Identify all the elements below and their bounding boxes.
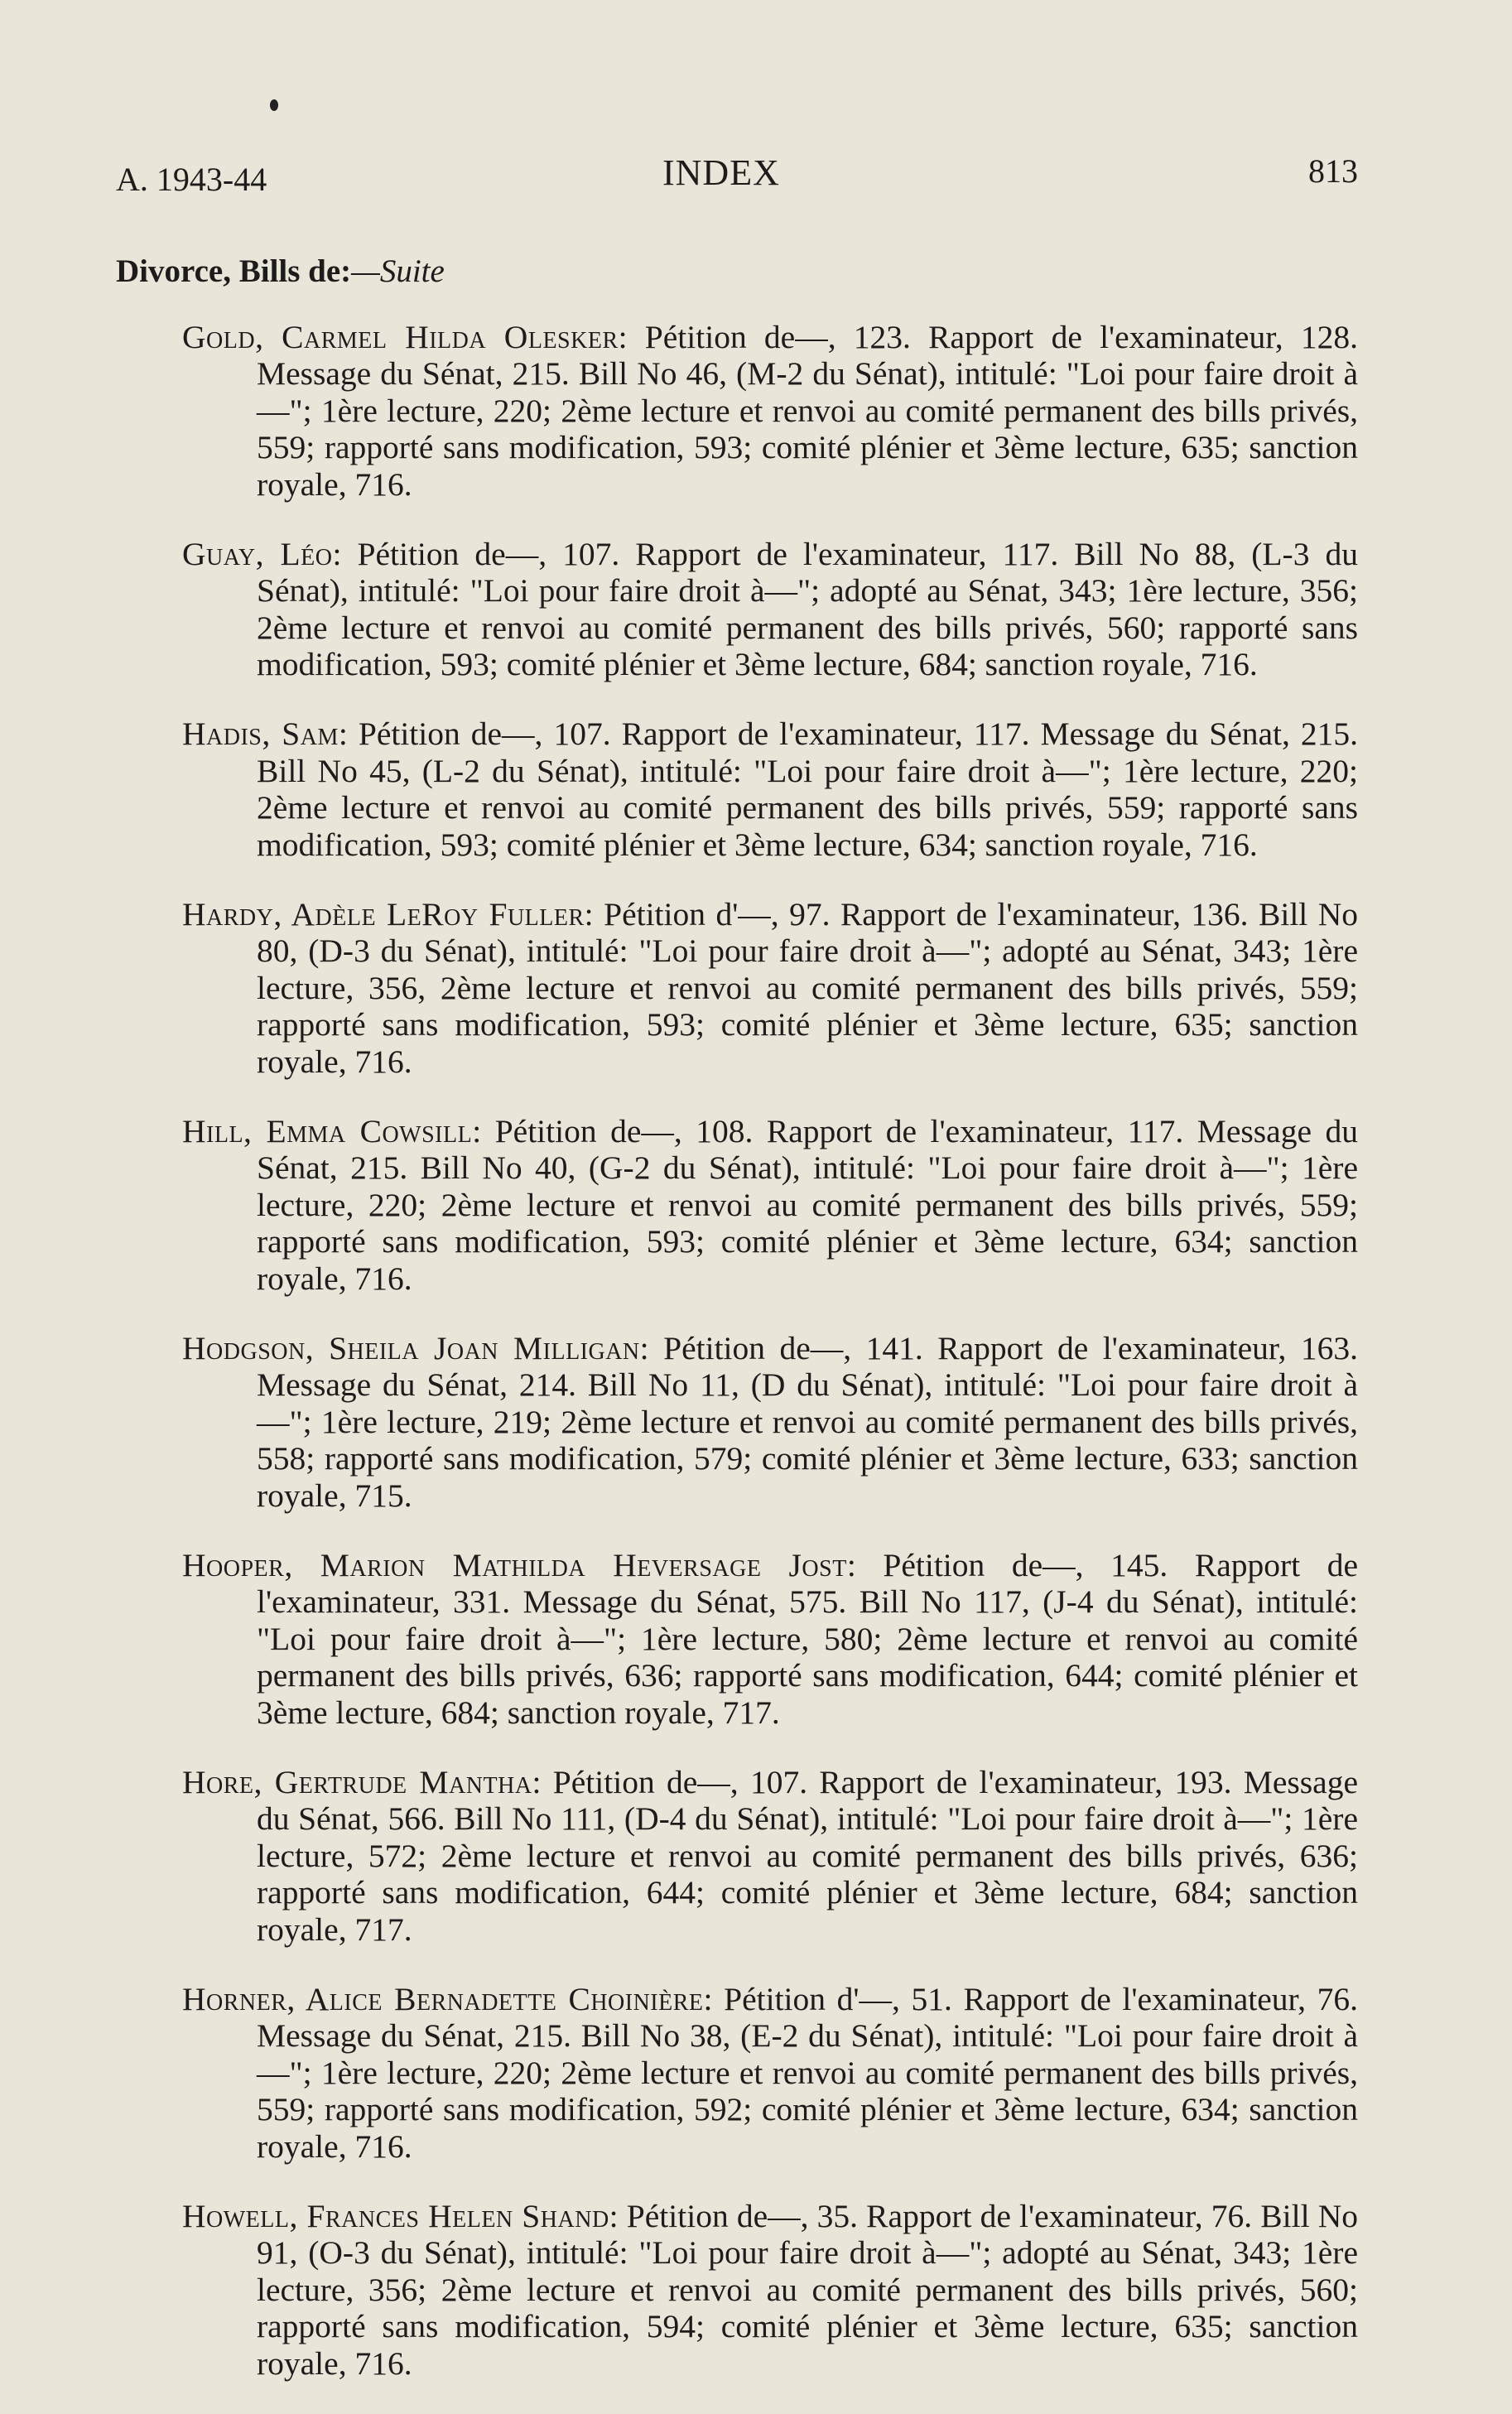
entry-name: Gold, Carmel Hilda Olesker xyxy=(182,318,619,355)
entry-name: Hodgson, Sheila Joan Milligan xyxy=(182,1329,640,1366)
entry-text: : Pétition d'—, 51. Rapport de l'examinateur, 76. Message du Sénat, 215. Bill No 38, (E-2 du Sénat), intitulé: "Loi pour faire droit à—"; 1ère lecture, 220; 2ème lecture et renvoi au comité permanent des bills privés, 559; rapporté sans modification, 592; comité plénier et 3ème lecture, 634; sanction royale, 716. xyxy=(257,1980,1358,2165)
session-label: A. 1943-44 xyxy=(116,161,267,198)
entry-name: Howell, Frances Helen Shand xyxy=(182,2197,609,2234)
entry-name: Hore, Gertrude Mantha xyxy=(182,1763,532,1800)
entry-name: Hadis, Sam xyxy=(182,716,339,752)
index-entry xyxy=(182,1329,1358,1515)
index-entry xyxy=(182,1546,1358,1732)
index-entry xyxy=(182,1763,1358,1949)
index-entry xyxy=(182,2197,1358,2383)
entry-text: : Pétition de—, 123. Rapport de l'examinateur, 128. Message du Sénat, 215. Bill No 46, (M-2 du Sénat), intitulé: "Loi pour faire droit à—"; 1ère lecture, 220; 2ème lecture et renvoi au comité permanent des bills privés, 559; rapporté sans modification, 593; comité plénier et 3ème lecture, 635; sanction royale, 716. xyxy=(257,318,1358,503)
page-header xyxy=(116,152,1358,201)
index-entry xyxy=(182,535,1358,683)
section-heading xyxy=(116,253,445,290)
index-entries xyxy=(0,286,1512,2410)
entry-text: : Pétition de—, 107. Rapport de l'examinateur, 193. Message du Sénat, 566. Bill No 111, (D-4 du Sénat), intitulé: "Loi pour faire droit à—"; 1ère lecture, 572; 2ème lecture et renvoi au comité permanent des bills privés, 636; rapporté sans modification, 644; comité plénier et 3ème lecture, 684; sanction royale, 717. xyxy=(257,1763,1358,1948)
index-entry xyxy=(182,1980,1358,2166)
entry-name: Guay, Léo xyxy=(182,535,333,572)
entry-text: : Pétition de—, 107. Rapport de l'examinateur, 117. Message du Sénat, 215. Bill No 45, (L-2 du Sénat), intitulé: "Loi pour faire droit à—"; 1ère lecture, 220; 2ème lecture et renvoi au comité permanent des bills privés, 559; rapporté sans modification, 593; comité plénier et 3ème lecture, 634; sanction royale, 716. xyxy=(257,716,1358,863)
page-title: INDEX xyxy=(662,152,780,193)
ink-dot xyxy=(270,99,278,111)
entry-text: : Pétition de—, 108. Rapport de l'examinateur, 117. Message du Sénat, 215. Bill No 40, (G-2 du Sénat), intitulé: "Loi pour faire droit à—"; 1ère lecture, 220; 2ème lecture et renvoi au comité permanent des bills privés, 559; rapporté sans modification, 593; comité plénier et 3ème lecture, 634; sanction royale, 716. xyxy=(257,1112,1358,1297)
entry-text: : Pétition de—, 107. Rapport de l'examinateur, 117. Bill No 88, (L-3 du Sénat), intitulé: "Loi pour faire droit à—"; adopté au Sénat, 343; 1ère lecture, 356; 2ème lecture et renvoi au comité permanent des bills privés, 560; rapporté sans modification, 593; comité plénier et 3ème lecture, 684; sanction royale, 716. xyxy=(257,535,1358,682)
entry-name: Horner, Alice Bernadette Choinière xyxy=(182,1980,704,2017)
entry-text: : Pétition de—, 145. Rapport de l'examinateur, 331. Message du Sénat, 575. Bill No 117, (J-4 du Sénat), intitulé: "Loi pour faire droit à—"; 1ère lecture, 580; 2ème lecture et renvoi au comité permanent des bills privés, 636; rapporté sans modification, 644; comité plénier et 3ème lecture, 684; sanction royale, 717. xyxy=(257,1546,1358,1731)
entry-text: : Pétition d'—, 97. Rapport de l'examinateur, 136. Bill No 80, (D-3 du Sénat), intitulé: "Loi pour faire droit à—"; adopté au Sénat, 343; 1ère lecture, 356, 2ème lecture et renvoi au comité permanent des bills privés, 559; rapporté sans modification, 593; comité plénier et 3ème lecture, 635; sanction royale, 716. xyxy=(257,895,1359,1080)
section-suffix: —Suite xyxy=(351,253,445,289)
index-entry xyxy=(182,318,1358,504)
entry-name: Hardy, Adèle LeRoy Fuller xyxy=(182,895,585,932)
entry-text: : Pétition de—, 141. Rapport de l'examinateur, 163. Message du Sénat, 214. Bill No 11, (D du Sénat), intitulé: "Loi pour faire droit à—"; 1ère lecture, 219; 2ème lecture et renvoi au comité permanent des bills privés, 558; rapporté sans modification, 579; comité plénier et 3ème lecture, 633; sanction royale, 715. xyxy=(257,1329,1358,1514)
page-number: 813 xyxy=(1308,152,1358,190)
entry-name: Hooper, Marion Mathilda Heversage Jost xyxy=(182,1546,847,1583)
index-entry xyxy=(182,716,1358,863)
section-title: Divorce, Bills de: xyxy=(116,253,352,289)
index-entry xyxy=(182,895,1359,1081)
entry-name: Hill, Emma Cowsill xyxy=(182,1112,473,1149)
entry-text: : Pétition de—, 35. Rapport de l'examinateur, 76. Bill No 91, (O-3 du Sénat), intitulé: "Loi pour faire droit à—"; adopté au Sénat, 343; 1ère lecture, 356; 2ème lecture et renvoi au comité permanent des bills privés, 560; rapporté sans modification, 594; comité plénier et 3ème lecture, 635; sanction royale, 716. xyxy=(257,2197,1358,2382)
index-entry xyxy=(182,1112,1358,1298)
